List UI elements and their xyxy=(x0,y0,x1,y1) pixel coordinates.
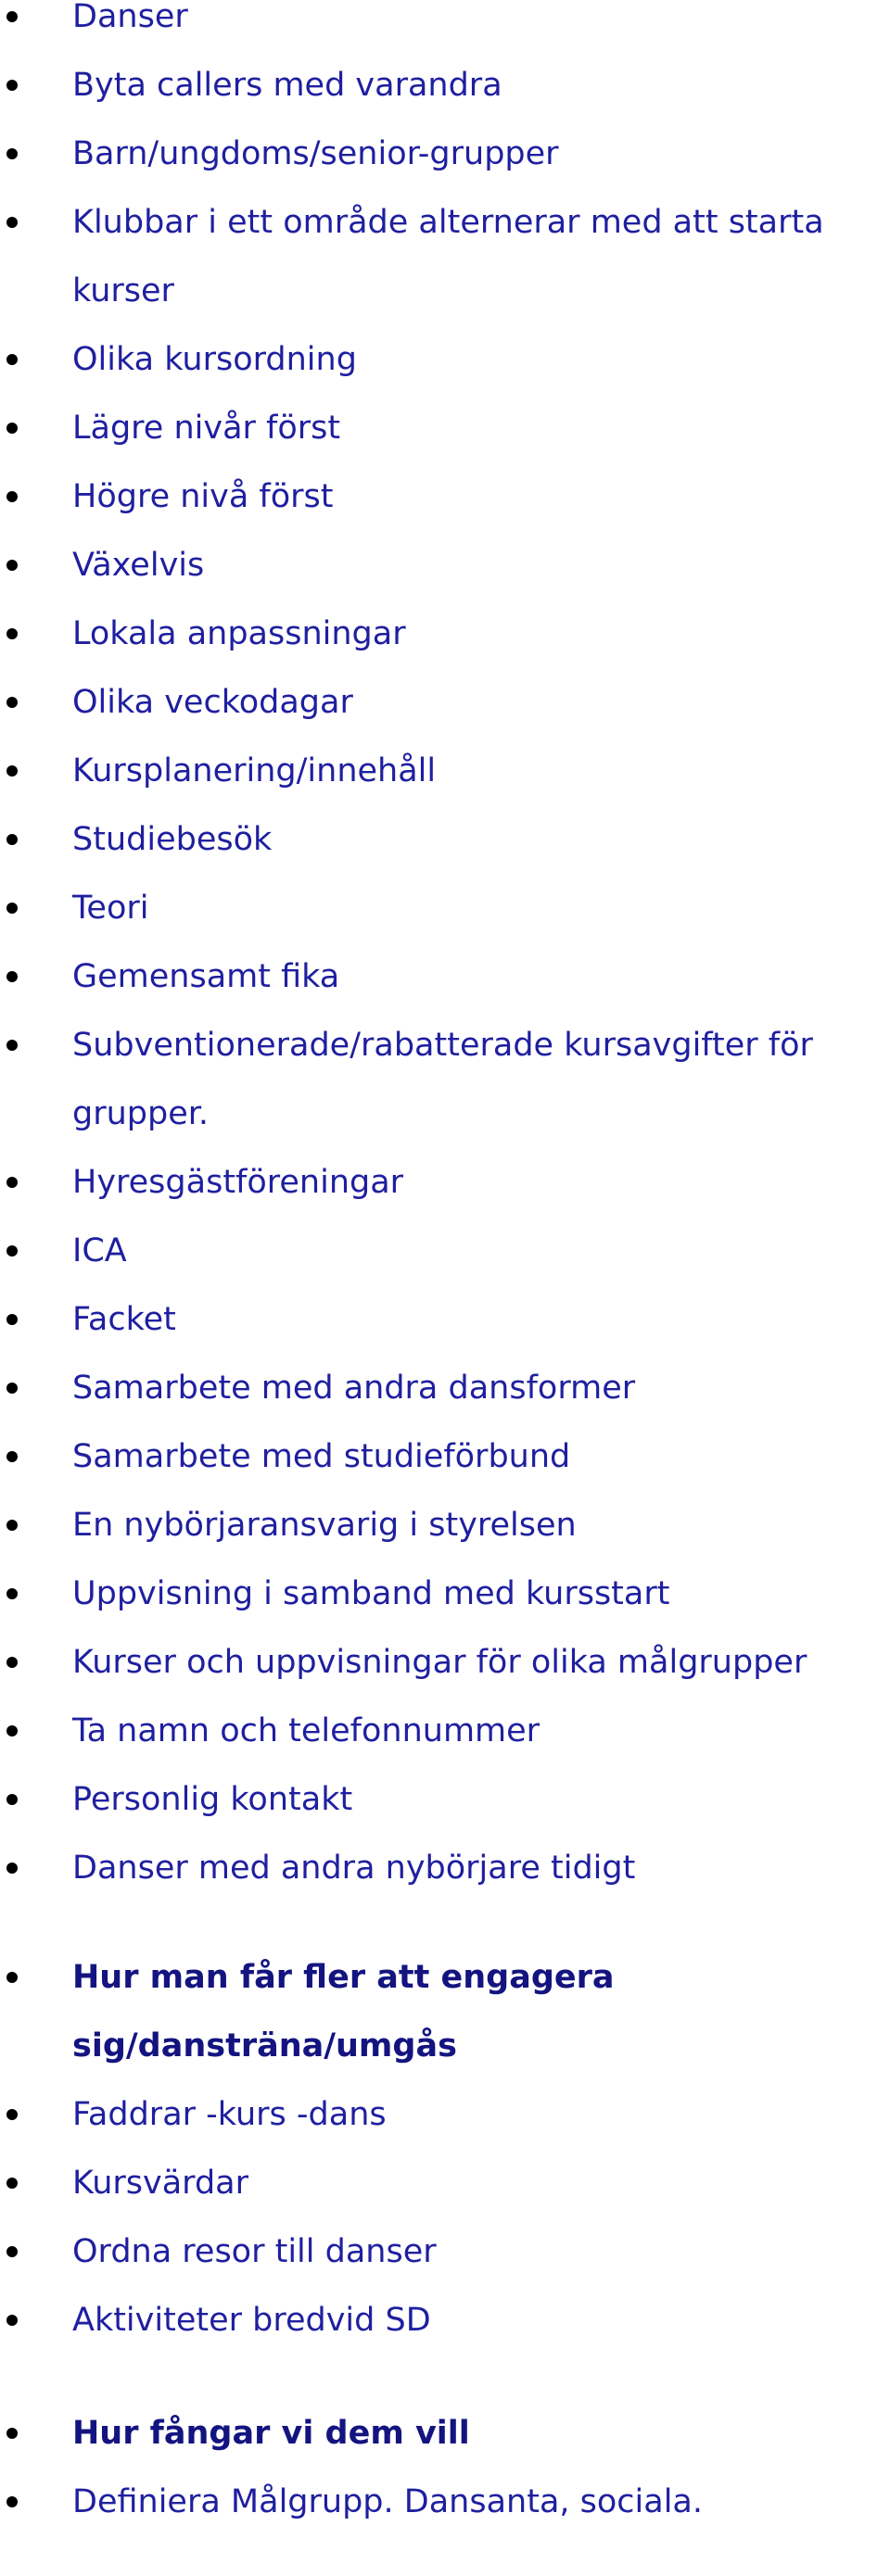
list-item-text: Byta callers med varandra xyxy=(72,67,502,104)
bullet-icon xyxy=(6,1520,18,1531)
bullet-icon xyxy=(6,903,18,914)
bullet-icon xyxy=(6,2496,18,2507)
list-item xyxy=(0,1217,890,1285)
list-item-text: Subventionerade/rabatterade kursavgifter för grupper. xyxy=(72,1027,813,1132)
list-item-text: Teori xyxy=(72,890,149,927)
bullet-icon xyxy=(6,2178,18,2189)
section-heading: Hur fångar vi dem vill xyxy=(72,2415,470,2452)
list-item xyxy=(0,51,890,120)
list-item-text: Ta namn och telefonnummer xyxy=(72,1712,540,1749)
list-item-text: Högre nivå först xyxy=(72,478,334,515)
list-item xyxy=(0,188,890,325)
list-item-text: Barn/ungdoms/senior-grupper xyxy=(72,135,559,172)
bullet-icon xyxy=(6,1245,18,1256)
list-item xyxy=(0,942,890,1011)
list-item xyxy=(0,1011,890,1148)
list-item-text: Kurser och uppvisningar för olika målgrupper xyxy=(72,1644,807,1681)
list-item xyxy=(0,325,890,394)
bullet-icon xyxy=(6,1725,18,1736)
bullet-icon xyxy=(6,80,18,91)
list-item-text: Olika kursordning xyxy=(72,341,357,378)
list-item-text: Aktiviteter bredvid SD xyxy=(72,2302,431,2339)
bullet-icon xyxy=(6,1863,18,1874)
bullet-icon xyxy=(6,1040,18,1051)
list-item-text: Gemensamt fika xyxy=(72,958,340,995)
list-item xyxy=(0,600,890,668)
list-item-text: Ordna resor till danser xyxy=(72,2233,437,2270)
bullet-icon xyxy=(6,148,18,159)
section-heading: Hur man får fler att engagera sig/dansträna/umgås xyxy=(72,1959,615,2065)
bullet-icon xyxy=(6,2109,18,2120)
list-item xyxy=(0,2217,890,2286)
list-item xyxy=(0,2080,890,2149)
list-item-text: Samarbete med andra dansformer xyxy=(72,1370,636,1407)
bullet-icon xyxy=(6,1972,18,1983)
bullet-icon xyxy=(6,2315,18,2326)
bullet-icon xyxy=(6,1383,18,1394)
bullet-icon xyxy=(6,423,18,434)
section-heading-item xyxy=(0,1943,890,2080)
list-item xyxy=(0,1354,890,1422)
bullet-icon xyxy=(6,354,18,365)
list-item-text: Definiera Målgrupp. Dansanta, sociala. xyxy=(72,2483,704,2520)
list-item xyxy=(0,874,890,942)
list-item xyxy=(0,1765,890,1834)
list-item xyxy=(0,1148,890,1217)
bullet-icon xyxy=(6,217,18,228)
list-item xyxy=(0,668,890,737)
list-item-text: Personlig kontakt xyxy=(72,1781,353,1818)
bullet-icon xyxy=(6,1451,18,1462)
list-item xyxy=(0,1559,890,1628)
list-item-text: Danser med andra nybörjare tidigt xyxy=(72,1850,636,1887)
list-item xyxy=(0,1285,890,1354)
bullet-icon xyxy=(6,560,18,571)
list-item xyxy=(0,120,890,188)
list-item xyxy=(0,1628,890,1697)
list-item xyxy=(0,2149,890,2217)
bullet-icon xyxy=(6,2246,18,2257)
list-item-text: Klubbar i ett område alternerar med att starta kurser xyxy=(72,204,824,309)
list-item-text: Uppvisning i samband med kursstart xyxy=(72,1575,670,1612)
list-item xyxy=(0,1834,890,1902)
list-item xyxy=(0,1491,890,1559)
list-item-text: Danser xyxy=(72,0,188,35)
list-item-text: Samarbete med studieförbund xyxy=(72,1438,571,1475)
bullet-icon xyxy=(6,1588,18,1599)
bullet-icon xyxy=(6,11,18,22)
list-item-text: Kursvärdar xyxy=(72,2165,249,2202)
list-item-text: Lägre nivår först xyxy=(72,410,341,447)
bullet-icon xyxy=(6,628,18,639)
list-item-text: Växelvis xyxy=(72,547,205,584)
section-heading-item xyxy=(0,2399,890,2468)
bullet-icon xyxy=(6,834,18,845)
bullet-icon xyxy=(6,2428,18,2439)
bullet-icon xyxy=(6,1177,18,1188)
list-item xyxy=(0,2468,890,2536)
list-item xyxy=(0,462,890,531)
list-item-text: ICA xyxy=(72,1232,127,1269)
bullet-icon xyxy=(6,1794,18,1805)
bullet-icon xyxy=(6,1657,18,1668)
list-item-text: Kursplanering/innehåll xyxy=(72,752,437,789)
list-item-text: En nybörjaransvarig i styrelsen xyxy=(72,1507,577,1544)
list-item xyxy=(0,737,890,805)
bullet-icon xyxy=(6,765,18,777)
bullet-icon xyxy=(6,971,18,982)
list-item-text: Studiebesök xyxy=(72,821,273,858)
bullet-icon xyxy=(6,697,18,708)
list-item xyxy=(0,1422,890,1491)
bullet-icon xyxy=(6,491,18,502)
list-item-text: Lokala anpassningar xyxy=(72,615,406,652)
list-item-text: Facket xyxy=(72,1301,176,1338)
list-item xyxy=(0,1697,890,1765)
bullet-icon xyxy=(6,1314,18,1325)
list-item xyxy=(0,805,890,874)
list-item-text: Faddrar -kurs -dans xyxy=(72,2096,387,2133)
list-item-text: Hyresgästföreningar xyxy=(72,1164,404,1201)
list-item xyxy=(0,394,890,462)
list-item xyxy=(0,0,890,51)
list-item-text: Olika veckodagar xyxy=(72,684,353,721)
list-item xyxy=(0,2286,890,2355)
list-item xyxy=(0,531,890,600)
